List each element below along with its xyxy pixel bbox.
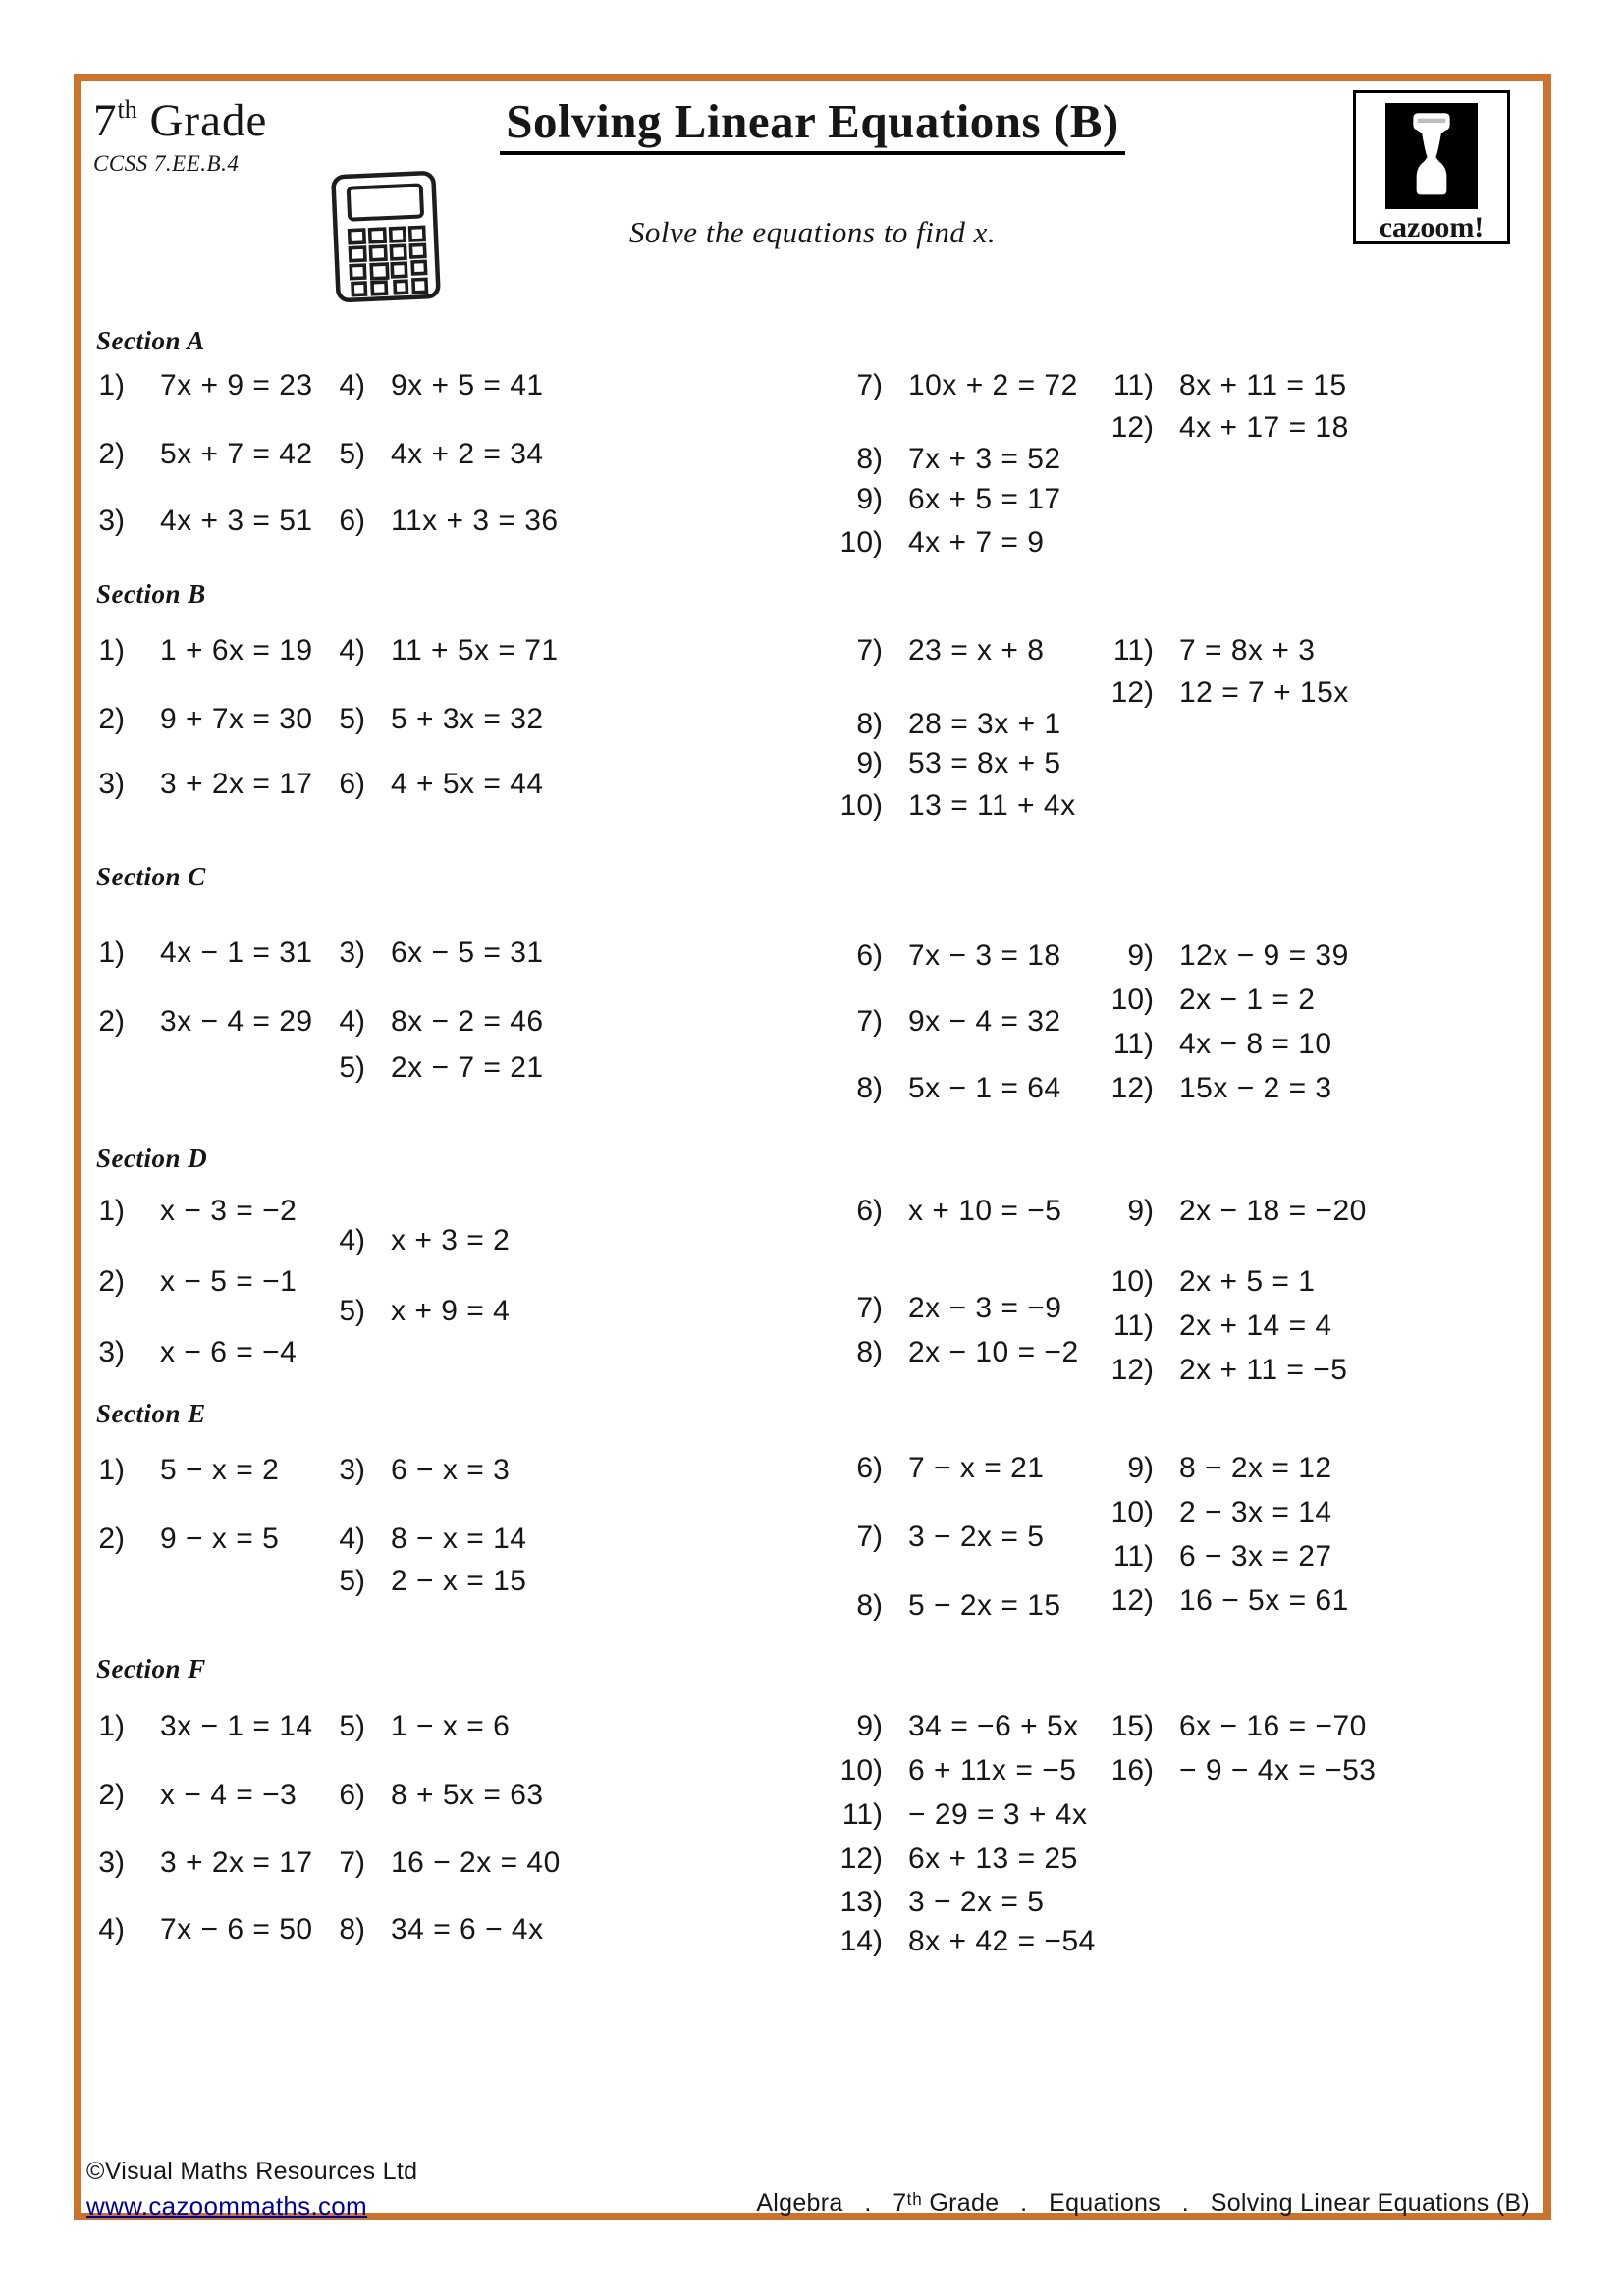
problem-number: 9): [856, 747, 883, 779]
problem-equation: 5 + 3x = 32: [391, 703, 544, 735]
problem-item: [804, 527, 1044, 559]
problem-number: 1): [98, 1195, 125, 1227]
problem-item: [804, 1337, 1079, 1368]
problem-number: 7): [856, 1521, 883, 1553]
problem-item: [804, 1755, 1076, 1787]
problem-item: [1075, 635, 1315, 667]
problem-item: [287, 439, 544, 470]
grade-title: 7th Grade: [93, 95, 268, 146]
problem-number: 9): [1127, 1195, 1154, 1227]
problem-equation: 53 = 8x + 5: [908, 747, 1061, 779]
problem-equation: 2x − 1 = 2: [1179, 984, 1316, 1016]
problem-equation: 6x + 13 = 25: [908, 1842, 1078, 1875]
problem-number: 7): [856, 634, 883, 667]
problem-item: [46, 1847, 313, 1879]
ccss-label: CCSS 7.EE.B.4: [93, 151, 240, 176]
problem-equation: 2x − 7 = 21: [391, 1051, 544, 1084]
problem-equation: 34 = −6 + 5x: [908, 1710, 1079, 1742]
problem-item: [804, 790, 1076, 822]
problem-item: [1075, 1585, 1349, 1617]
problem-item: [804, 1073, 1061, 1104]
problem-equation: 3x − 1 = 14: [160, 1710, 313, 1742]
problem-number: 3): [339, 1454, 365, 1486]
problem-number: 2): [98, 703, 125, 735]
problem-number: 8): [339, 1913, 365, 1946]
problem-item: [804, 1522, 1044, 1553]
problem-number: 7): [856, 369, 883, 401]
problem-equation: 13 = 11 + 4x: [908, 789, 1076, 822]
problem-number: 8): [856, 443, 883, 475]
problem-equation: 1 − x = 6: [391, 1710, 511, 1742]
problem-equation: 3 − 2x = 5: [908, 1521, 1045, 1553]
problem-equation: 6 + 11x = −5: [908, 1754, 1077, 1787]
problem-number: 3): [98, 1336, 125, 1368]
problem-number: 11): [1112, 1540, 1154, 1573]
problem-equation: x + 3 = 2: [391, 1224, 511, 1256]
problem-equation: 3x − 4 = 29: [160, 1005, 313, 1038]
problem-item: [46, 506, 313, 537]
problem-number: 6): [339, 1779, 365, 1811]
problem-equation: 11x + 3 = 36: [391, 505, 559, 537]
problem-number: 13): [839, 1886, 883, 1918]
problem-equation: 6x + 5 = 17: [908, 483, 1061, 515]
problem-equation: 2x − 10 = −2: [908, 1336, 1079, 1368]
problem-item: [46, 635, 313, 667]
problem-equation: 12 = 7 + 15x: [1179, 676, 1349, 709]
problem-item: [46, 704, 313, 735]
problem-equation: 16 − 5x = 61: [1179, 1584, 1349, 1617]
section-label: Section C: [96, 862, 206, 891]
problem-number: 10): [839, 789, 883, 822]
problem-number: 6): [856, 939, 883, 972]
problem-number: 1): [98, 369, 125, 401]
problem-number: 6): [339, 768, 365, 800]
problem-equation: x − 6 = −4: [160, 1336, 298, 1368]
problem-number: 11): [841, 1798, 883, 1831]
problem-item: [1075, 370, 1347, 401]
problem-number: 7): [339, 1846, 365, 1879]
problem-number: 9): [856, 483, 883, 515]
problem-item: [804, 484, 1061, 515]
problem-equation: 5x − 1 = 64: [908, 1072, 1061, 1104]
problem-number: 5): [339, 1295, 365, 1327]
problem-equation: 1 + 6x = 19: [160, 634, 313, 667]
problem-item: [1075, 1355, 1347, 1386]
problem-equation: 9 − x = 5: [160, 1522, 280, 1555]
problem-item: [804, 1711, 1079, 1742]
problem-item: [287, 1455, 510, 1486]
problem-equation: 2 − 3x = 14: [1179, 1496, 1332, 1528]
problem-number: 9): [1127, 939, 1154, 972]
problem-number: 2): [98, 1005, 125, 1038]
problem-number: 3): [98, 505, 125, 537]
section-label: Section A: [96, 326, 205, 355]
problem-equation: 4x + 17 = 18: [1179, 411, 1349, 444]
problem-number: 10): [1110, 1265, 1154, 1298]
problem-equation: 9 + 7x = 30: [160, 703, 313, 735]
problem-item: [287, 635, 559, 667]
problem-number: 5): [339, 438, 365, 470]
problem-item: [804, 1887, 1044, 1918]
problem-number: 8): [856, 1072, 883, 1104]
problem-item: [1075, 1541, 1332, 1573]
problem-item: [46, 1711, 313, 1742]
problem-item: [46, 370, 313, 401]
problem-equation: 7x − 3 = 18: [908, 939, 1061, 972]
problem-equation: x − 4 = −3: [160, 1779, 298, 1811]
problem-item: [287, 937, 544, 969]
problem-item: [1075, 1266, 1315, 1298]
problem-item: [804, 1453, 1044, 1484]
problem-item: [1075, 1196, 1367, 1227]
problem-item: [1075, 1310, 1332, 1342]
problem-item: [287, 769, 544, 800]
problem-equation: 23 = x + 8: [908, 634, 1045, 667]
problem-equation: 7x − 6 = 50: [160, 1913, 313, 1946]
problem-number: 14): [839, 1925, 883, 1957]
problem-equation: − 29 = 3 + 4x: [908, 1798, 1088, 1831]
problem-number: 5): [339, 703, 365, 735]
problem-equation: x − 3 = −2: [160, 1195, 298, 1227]
problem-item: [1075, 985, 1315, 1016]
problem-number: 12): [839, 1842, 883, 1875]
problem-number: 10): [839, 526, 883, 559]
problem-number: 11): [1112, 1309, 1154, 1342]
subtitle-wrap: [81, 215, 1543, 250]
problem-equation: 5 − x = 2: [160, 1454, 280, 1486]
problem-item: [46, 937, 313, 969]
problem-item: [804, 444, 1061, 475]
problem-equation: 8x − 2 = 46: [391, 1005, 544, 1038]
problem-item: [46, 1196, 297, 1227]
problem-equation: 15x − 2 = 3: [1179, 1072, 1332, 1104]
problem-equation: 3 + 2x = 17: [160, 768, 313, 800]
problem-equation: − 9 − 4x = −53: [1179, 1754, 1377, 1787]
problem-item: [1075, 1453, 1332, 1484]
problem-item: [46, 1780, 297, 1811]
problem-number: 12): [1110, 411, 1154, 444]
problem-item: [804, 940, 1061, 972]
problem-item: [804, 1293, 1061, 1324]
problem-number: 11): [1112, 369, 1154, 401]
djembe-drum-icon: [1385, 103, 1478, 209]
section-label: Section E: [96, 1399, 206, 1428]
section-label: Section B: [96, 579, 206, 609]
problem-number: 4): [339, 369, 365, 401]
problem-item: [1075, 1755, 1377, 1787]
problem-equation: 16 − 2x = 40: [391, 1846, 561, 1879]
logo-text: cazoom!: [1379, 211, 1485, 243]
problem-item: [46, 1914, 313, 1946]
problem-item: [287, 1914, 544, 1946]
section-label: Section F: [96, 1654, 206, 1683]
problem-item: [804, 1799, 1087, 1831]
problem-number: 8): [856, 1589, 883, 1622]
problem-item: [804, 635, 1044, 667]
problem-equation: 7 − x = 21: [908, 1452, 1045, 1484]
problem-number: 6): [856, 1452, 883, 1484]
problem-equation: 7x + 9 = 23: [160, 369, 313, 401]
problem-equation: 7x + 3 = 52: [908, 443, 1061, 475]
problem-equation: 6x − 16 = −70: [1179, 1710, 1367, 1742]
problem-equation: 28 = 3x + 1: [908, 708, 1061, 740]
problem-item: [1075, 1711, 1367, 1742]
problem-number: 1): [98, 1454, 125, 1486]
problem-equation: 8x + 42 = −54: [908, 1925, 1096, 1957]
problem-number: 1): [98, 936, 125, 969]
problem-number: 7): [856, 1292, 883, 1324]
problem-number: 1): [98, 1710, 125, 1742]
problem-equation: 2x + 14 = 4: [1179, 1309, 1332, 1342]
problem-equation: 6 − x = 3: [391, 1454, 511, 1486]
problem-item: [804, 1843, 1078, 1875]
problem-number: 8): [856, 1336, 883, 1368]
problem-number: 2): [98, 1522, 125, 1555]
problem-number: 15): [1110, 1710, 1154, 1742]
problem-number: 7): [856, 1005, 883, 1038]
footer-website-link[interactable]: www.cazoommaths.com: [86, 2191, 367, 2220]
page-title: Solving Linear Equations (B): [500, 93, 1124, 155]
problem-equation: x − 5 = −1: [160, 1265, 298, 1298]
problem-number: 1): [98, 634, 125, 667]
problem-item: [46, 1455, 279, 1486]
problem-number: 12): [1110, 1354, 1154, 1386]
problem-item: [1075, 1497, 1332, 1528]
problem-equation: 8 + 5x = 63: [391, 1779, 544, 1811]
problem-item: [46, 1337, 297, 1368]
problem-equation: 2x + 5 = 1: [1179, 1265, 1316, 1298]
problem-number: 5): [339, 1051, 365, 1084]
problem-item: [287, 506, 559, 537]
problem-equation: 8 − x = 14: [391, 1522, 527, 1555]
problem-item: [1075, 940, 1349, 972]
problem-item: [1075, 412, 1349, 444]
problem-number: 2): [98, 1265, 125, 1298]
problem-number: 4): [339, 634, 365, 667]
problem-number: 4): [339, 1005, 365, 1038]
problem-equation: 4x − 8 = 10: [1179, 1028, 1332, 1060]
problem-item: [804, 1006, 1061, 1038]
problem-number: 11): [1112, 634, 1154, 667]
problem-item: [46, 439, 313, 470]
problem-equation: 4x + 2 = 34: [391, 438, 544, 470]
problem-item: [287, 1296, 510, 1327]
problem-item: [287, 1780, 544, 1811]
problem-equation: 4x − 1 = 31: [160, 936, 313, 969]
problem-item: [804, 1590, 1061, 1622]
problem-number: 16): [1110, 1754, 1154, 1787]
problem-item: [804, 709, 1061, 740]
problem-equation: 10x + 2 = 72: [908, 369, 1078, 401]
footer-breadcrumb: Algebra . 7ᵗʰ Grade . Equations . Solving Linear Equations (B): [756, 2189, 1530, 2216]
problem-number: 5): [339, 1565, 365, 1597]
problem-number: 4): [339, 1224, 365, 1256]
problem-number: 12): [1110, 676, 1154, 709]
problem-item: [804, 1926, 1096, 1957]
problem-number: 9): [856, 1710, 883, 1742]
problem-equation: 8x + 11 = 15: [1179, 369, 1347, 401]
problem-number: 5): [339, 1710, 365, 1742]
problem-equation: x + 10 = −5: [908, 1195, 1062, 1227]
problem-number: 2): [98, 438, 125, 470]
problem-number: 3): [98, 1846, 125, 1879]
problem-equation: x + 9 = 4: [391, 1295, 511, 1327]
problem-item: [287, 1006, 544, 1038]
problem-equation: 3 + 2x = 17: [160, 1846, 313, 1879]
problem-item: [46, 1006, 313, 1038]
problem-equation: 5x + 7 = 42: [160, 438, 313, 470]
problem-equation: 4x + 3 = 51: [160, 505, 313, 537]
problem-equation: 7 = 8x + 3: [1179, 634, 1316, 667]
problem-equation: 4 + 5x = 44: [391, 768, 544, 800]
problem-equation: 2x − 3 = −9: [908, 1292, 1062, 1324]
problem-item: [804, 748, 1061, 779]
problem-item: [1075, 1073, 1332, 1104]
instructions-text: Solve the equations to find x.: [628, 215, 997, 249]
calculator-icon: [328, 169, 448, 306]
problem-item: [287, 1225, 510, 1256]
problem-equation: 8 − 2x = 12: [1179, 1452, 1332, 1484]
problem-equation: 2x + 11 = −5: [1179, 1354, 1348, 1386]
problem-number: 9): [1127, 1452, 1154, 1484]
problem-number: 3): [339, 936, 365, 969]
section-label: Section D: [96, 1144, 208, 1173]
problem-equation: 3 − 2x = 5: [908, 1886, 1045, 1918]
problem-item: [46, 1523, 279, 1555]
problem-equation: 2x − 18 = −20: [1179, 1195, 1367, 1227]
problem-number: 2): [98, 1779, 125, 1811]
problem-equation: 6x − 5 = 31: [391, 936, 544, 969]
problem-number: 10): [839, 1754, 883, 1787]
problem-number: 10): [1110, 984, 1154, 1016]
problem-item: [287, 1566, 526, 1597]
problem-item: [287, 1711, 510, 1742]
problem-equation: 6 − 3x = 27: [1179, 1540, 1332, 1573]
problem-item: [287, 1847, 561, 1879]
problem-equation: 5 − 2x = 15: [908, 1589, 1061, 1622]
problem-number: 4): [339, 1522, 365, 1555]
problem-item: [46, 769, 313, 800]
problem-item: [46, 1266, 297, 1298]
problem-number: 12): [1110, 1584, 1154, 1617]
problem-equation: 34 = 6 − 4x: [391, 1913, 544, 1946]
problem-equation: 12x − 9 = 39: [1179, 939, 1349, 972]
problem-item: [804, 1196, 1061, 1227]
problem-item: [1075, 677, 1349, 709]
problem-number: 4): [98, 1913, 125, 1946]
problem-equation: 9x + 5 = 41: [391, 369, 544, 401]
problem-number: 6): [339, 505, 365, 537]
cazoom-logo: [1353, 90, 1510, 244]
problem-equation: 2 − x = 15: [391, 1565, 527, 1597]
problem-item: [804, 370, 1078, 401]
problem-item: [287, 1052, 544, 1084]
footer-copyright: ©Visual Maths Resources Ltd: [86, 2158, 418, 2185]
problem-equation: 9x − 4 = 32: [908, 1005, 1061, 1038]
problem-number: 3): [98, 768, 125, 800]
problem-equation: 4x + 7 = 9: [908, 526, 1045, 559]
title-wrap: [81, 93, 1543, 155]
problem-item: [287, 1523, 526, 1555]
problem-item: [287, 704, 544, 735]
problem-equation: 11 + 5x = 71: [391, 634, 559, 667]
problem-number: 12): [1110, 1072, 1154, 1104]
problem-item: [1075, 1029, 1332, 1060]
problem-item: [287, 370, 544, 401]
problem-number: 8): [856, 708, 883, 740]
problem-number: 11): [1112, 1028, 1154, 1060]
problem-number: 10): [1110, 1496, 1154, 1528]
problem-number: 6): [856, 1195, 883, 1227]
